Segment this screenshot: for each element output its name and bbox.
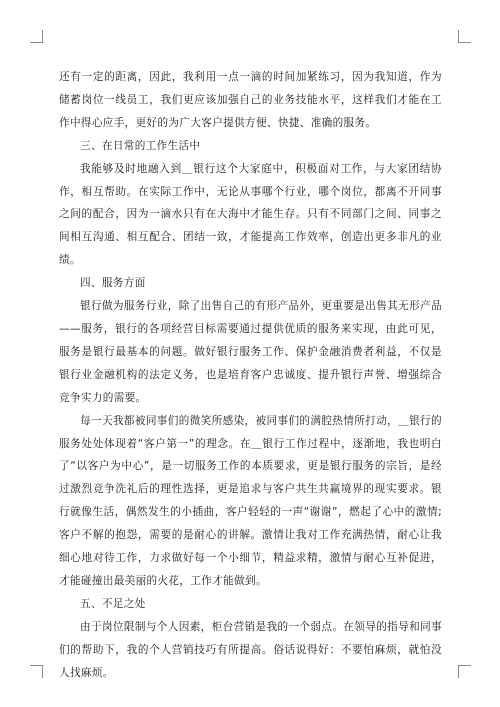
paragraph-shortcomings: 由于岗位限制与个人因素，柜台营销是我的一个弱点。在领导的指导和同事们的帮助下，我的个人营销技巧有所提高。俗话说得好：不要怕麻烦，就怕没人找麻烦。 (59, 620, 442, 679)
section-heading-shortcomings: 五、不足之处 (80, 597, 146, 610)
document-body (59, 66, 442, 684)
paragraph-teamwork: 我能够及时地融入到＿银行这个大家庭中，积极面对工作，与大家团结协作，相互帮助。在实际工作中，无论从事哪个行业，哪个岗位，都离不开同事之间的配合，因为一滴水只有在大海中才能生存。只有不同部门之间、同事之间相互沟通、相互配合、团结一致，才能提高工作效率，创造出更多非凡的业绩。 (59, 162, 442, 267)
section-heading-daily-work: 三、在日常的工作生活中 (80, 139, 201, 152)
crop-mark-top-left (30, 30, 43, 43)
crop-mark-bottom-left (30, 665, 43, 678)
paragraph-service-industry: 银行做为服务行业，除了出售自己的有形产品外，更重要是出售其无形产品——服务，银行的各项经营目标需要通过提供优质的服务来实现，由此可见，服务是银行最基本的问题。做好银行服务工作、保护金融消费者利益，不仅是银行业金融机构的法定义务，也是培育客户忠诚度、提升银行声誉、增强综合竞争实力的需要。 (59, 300, 442, 404)
crop-mark-bottom-right (458, 665, 471, 678)
paragraph-continued: 还有一定的距离，因此，我利用一点一滴的时间加紧练习，因为我知道，作为储蓄岗位一线员工，我们更应该加强自己的业务技能水平，这样我们才能在工作中得心应手，更好的为广大客户提供方便、快捷、准确的服务。 (59, 71, 442, 129)
section-heading-service: 四、服务方面 (80, 277, 146, 290)
crop-mark-top-right (458, 30, 471, 43)
paragraph-customer-first: 每一天我都被同事们的微笑所感染，被同事们的满腔热情所打动，＿银行的服务处处体现着“客户第一”的理念。在＿银行工作过程中，逐渐地，我也明白了“以客户为中心”，是一切服务工作的本质要求，更是银行服务的宗旨，是经过激烈竞争洗礼后的理性选择，更是追求与客户共生共赢境界的现实要求。银行就像生活，偶然发生的小插曲，客户轻轻的一声“谢谢”，燃起了心中的激情;客户不解的抱怨，需要的是耐心的讲解。激情让我对工作充满热情，耐心让我细心地对待工作，力求做好每一个小细节，精益求精，激情与耐心互补促进，才能碰撞出最美丽的火花，工作才能做到。 (59, 414, 442, 587)
